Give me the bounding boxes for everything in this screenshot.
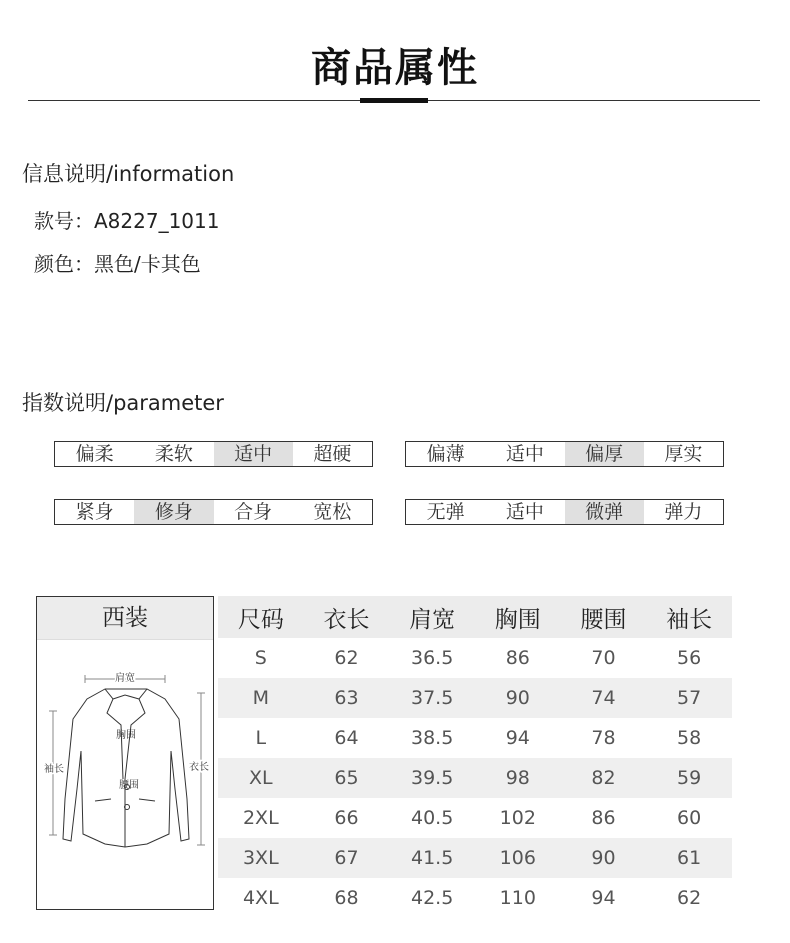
table-cell: 86 — [505, 647, 530, 669]
page-title: 商品属性 — [311, 45, 479, 91]
scale-option: 弹力 — [664, 501, 703, 523]
scale-option: 柔软 — [154, 443, 193, 465]
scale-option: 微弹 — [565, 500, 644, 524]
table-cell: 57 — [646, 678, 732, 718]
column-header: 袖长 — [646, 596, 732, 638]
table-cell: 42.5 — [410, 887, 454, 909]
scale-fit — [54, 499, 373, 525]
table-row — [218, 838, 732, 878]
table-cell: 74 — [561, 678, 647, 718]
column-header: 腰围 — [561, 596, 647, 638]
table-cell: S — [254, 647, 267, 669]
color-options: 颜色：黑色/卡其色 — [34, 252, 201, 276]
diagram-label-shoulder: 肩宽 — [115, 673, 135, 684]
garment-title: 西装 — [37, 597, 213, 640]
scale-option: 无弹 — [426, 501, 465, 523]
column-header: 胸围 — [475, 596, 561, 638]
table-cell: 3XL — [218, 838, 304, 878]
table-cell: 39.5 — [389, 758, 475, 798]
table-cell: 86 — [591, 807, 616, 829]
table-cell: 59 — [646, 758, 732, 798]
table-cell: 4XL — [242, 887, 279, 909]
info-heading: 信息说明/information — [22, 162, 235, 186]
table-cell: 2XL — [242, 807, 279, 829]
table-row — [218, 678, 732, 718]
table-cell: 41.5 — [389, 838, 475, 878]
scale-option: 超硬 — [313, 443, 352, 465]
scale-option: 合身 — [234, 501, 273, 523]
table-row — [218, 878, 732, 918]
table-row — [218, 638, 732, 678]
table-cell: 63 — [304, 678, 390, 718]
table-cell: 110 — [499, 887, 536, 909]
table-cell: 94 — [505, 727, 530, 749]
table-row — [218, 758, 732, 798]
table-row — [218, 798, 732, 838]
table-cell: 60 — [677, 807, 702, 829]
table-cell: 64 — [334, 727, 359, 749]
table-cell: 68 — [334, 887, 359, 909]
table-cell: 37.5 — [389, 678, 475, 718]
table-cell: 78 — [591, 727, 616, 749]
table-cell: 106 — [475, 838, 561, 878]
diagram-label-chest: 胸围 — [116, 730, 136, 741]
column-header: 衣长 — [304, 596, 390, 638]
scale-option: 适中 — [505, 443, 544, 465]
table-row — [218, 718, 732, 758]
scale-option: 厚实 — [664, 443, 703, 465]
table-cell: 70 — [591, 647, 616, 669]
table-cell: 61 — [646, 838, 732, 878]
table-cell: 62 — [677, 887, 702, 909]
column-header: 肩宽 — [389, 596, 475, 638]
size-table-header — [218, 596, 732, 638]
scale-option: 适中 — [505, 501, 544, 523]
table-cell: 65 — [304, 758, 390, 798]
scale-option: 偏厚 — [565, 442, 644, 466]
table-cell: M — [218, 678, 304, 718]
scale-option: 偏薄 — [426, 443, 465, 465]
table-cell: 36.5 — [410, 647, 454, 669]
scale-option: 修身 — [134, 500, 213, 524]
model-number: 款号：A8227_1011 — [34, 209, 220, 233]
scale-stretch — [405, 499, 724, 525]
table-cell: 94 — [591, 887, 616, 909]
diagram-label-waist: 腰围 — [119, 780, 139, 791]
table-cell: 67 — [304, 838, 390, 878]
table-cell: 56 — [677, 647, 702, 669]
scale-option: 偏柔 — [75, 443, 114, 465]
column-header: 尺码 — [218, 596, 304, 638]
blazer-outline-icon — [37, 639, 213, 909]
size-table — [218, 596, 732, 918]
parameter-heading: 指数说明/parameter — [22, 391, 224, 415]
diagram-label-sleeve: 袖长 — [44, 764, 64, 775]
title-accent-bar — [360, 98, 428, 103]
table-cell: 82 — [561, 758, 647, 798]
scale-option: 宽松 — [313, 501, 352, 523]
table-cell: L — [255, 727, 267, 749]
table-cell: 90 — [475, 678, 561, 718]
table-cell: 40.5 — [410, 807, 454, 829]
table-cell: 38.5 — [410, 727, 454, 749]
diagram-label-length: 衣长 — [189, 762, 209, 773]
table-cell: 102 — [499, 807, 536, 829]
table-cell: 62 — [334, 647, 359, 669]
table-cell: 66 — [334, 807, 359, 829]
table-cell: 58 — [677, 727, 702, 749]
garment-diagram-panel — [36, 596, 214, 910]
scale-texture — [54, 441, 373, 467]
scale-thickness — [405, 441, 724, 467]
table-cell: XL — [218, 758, 304, 798]
scale-option: 适中 — [214, 442, 293, 466]
table-cell: 90 — [561, 838, 647, 878]
table-cell: 98 — [475, 758, 561, 798]
scale-option: 紧身 — [75, 501, 114, 523]
